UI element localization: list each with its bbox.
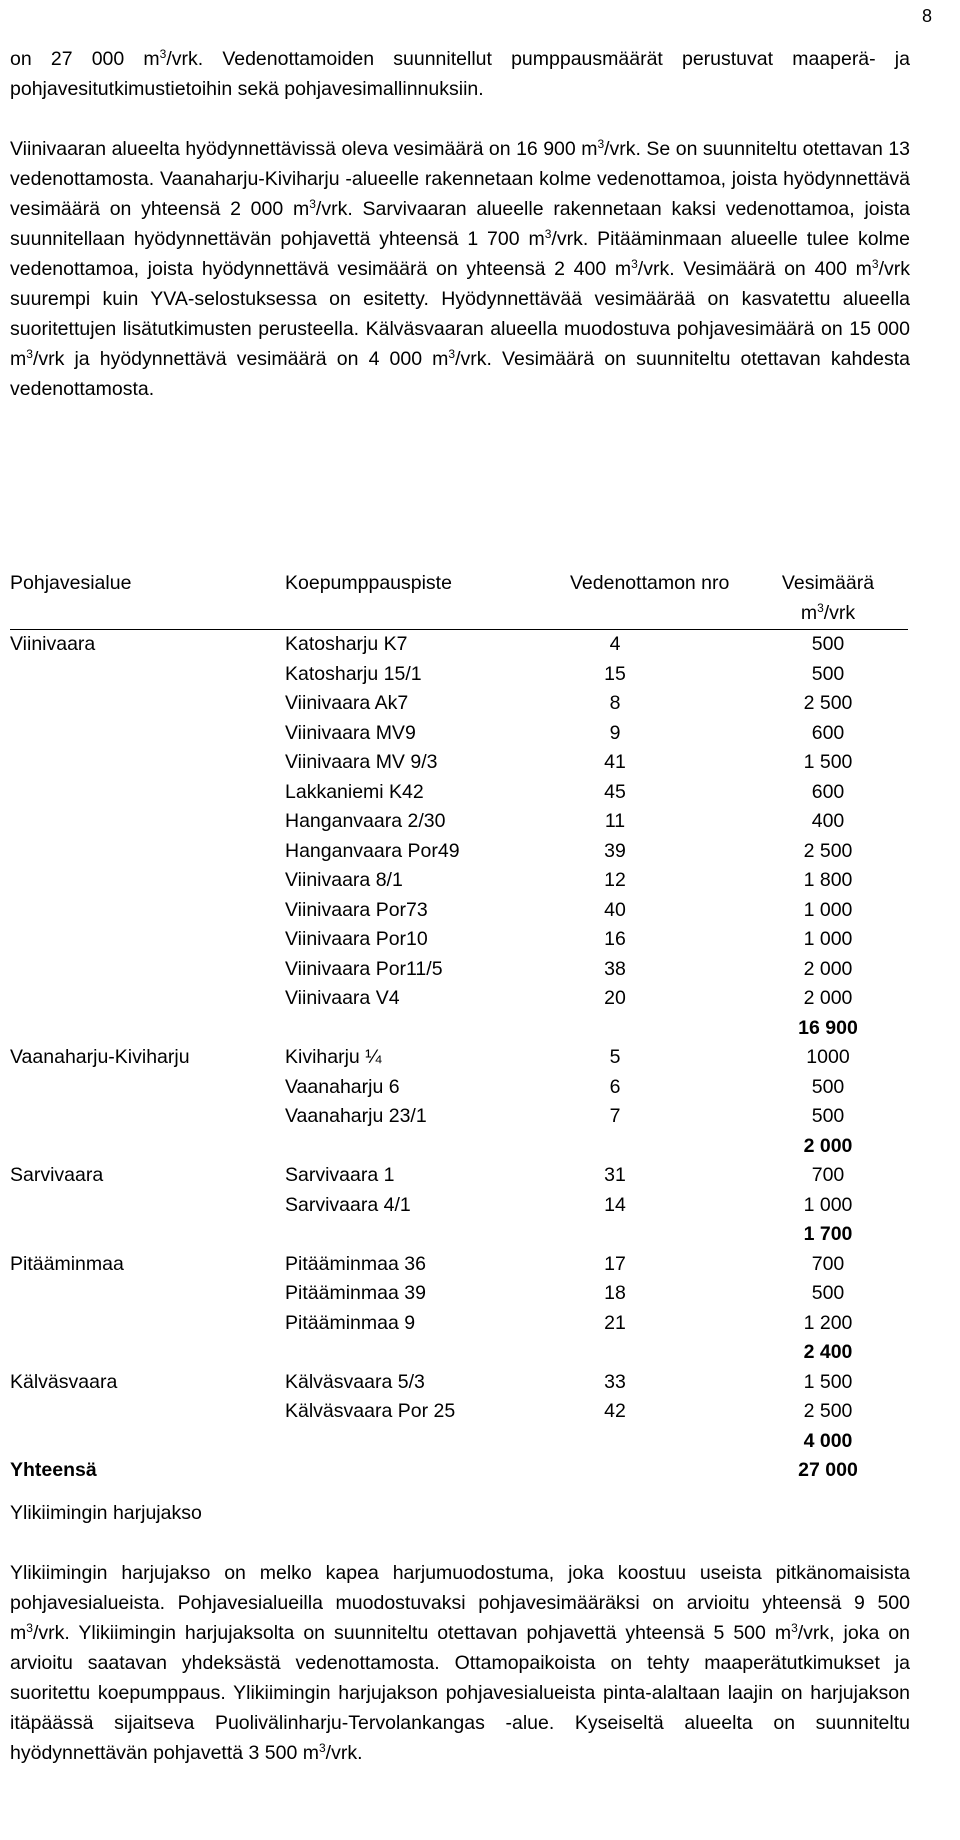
table-subtotal-row xyxy=(10,1220,908,1250)
header-nro: Vedenottamon nro xyxy=(570,572,730,594)
table-row xyxy=(10,689,908,719)
table-row xyxy=(10,1043,908,1073)
intro-paragraph-1: on 27 000 $m^3$/vrk. Vedenottamoiden suunnitellut pumppausmäärät perustuvat maaperä- ja pohjavesitutkimustietoihin sekä pohjavesimallinnuksiin. xyxy=(10,47,910,100)
cell-nro: 38 xyxy=(604,957,626,980)
cell-volume: 500 xyxy=(811,1105,845,1127)
table-row xyxy=(10,630,908,660)
cell-point: Viinivaara 8/1 xyxy=(285,869,403,891)
table-row xyxy=(10,1073,908,1103)
table-row xyxy=(10,1102,908,1132)
ylikiiminki-text xyxy=(10,1558,910,1768)
cell-nro: 15 xyxy=(604,662,626,685)
cell-volume: 1 500 xyxy=(803,1370,853,1393)
table-subtotal-row xyxy=(10,1014,908,1044)
table-row xyxy=(10,837,908,867)
cell-point: Kiviharju ¼ xyxy=(285,1046,382,1068)
cell-point: Lakkaniemi K42 xyxy=(285,780,424,803)
cell-point: Hanganvaara 2/30 xyxy=(285,810,446,832)
cell-volume: 500 xyxy=(811,1282,845,1304)
cell-nro: 39 xyxy=(604,839,626,862)
table-subtotal-row xyxy=(10,1338,908,1368)
cell-volume: 2 400 xyxy=(803,1341,853,1363)
cell-point: Pitääminmaa 9 xyxy=(285,1311,416,1334)
intro-paragraph-2: Viinivaaran alueelta hyödynnettävissä oleva vesimäärä on 16 900 $m^3$/vrk. Se on suunniteltu otettavan 13 vedenottamosta. Vaanaharju-Kiviharju -alueelle rakennetaan kolme vedenottamoa, joista hyödynnettävä vesimäärä on yhteensä 2 000 $m^3$/vrk. Sarvivaaran alueelle rakennetaan kaksi vedenottamoa, joista suunnitellaan hyödynnettävän pohjavettä yhteensä 1 700 $m^3$/vrk. Pitääminmaan alueelle tulee kolme vedenottamoa, joista hyödynnettävä vesimäärä on yhteensä 2 400 $m^3$/vrk. Vesimäärä on 400 $m^3$/vrk suurempi kuin YVA-selostuksessa on esitetty. Hyödynnettävää vesimäärää on kasvatettu alueella suoritettujen lisätutkimusten perusteella. Kälväsvaaran alueella muodostuva pohjavesimäärä on 15 000 $m^3$/vrk ja hyödynnettävä vesimäärä on 4 000 $m^3$/vrk. Vesimäärä on suunniteltu otettavan kahdesta vedenottamosta. xyxy=(10,137,911,400)
cell-volume: 500 xyxy=(811,633,845,655)
cell-nro: 42 xyxy=(604,1400,626,1422)
table-row xyxy=(10,896,908,926)
table-row xyxy=(10,984,908,1014)
cell-nro: 16 xyxy=(604,928,626,950)
water-volume-table xyxy=(10,568,908,1486)
cell-point: Viinivaara MV 9/3 xyxy=(285,751,438,773)
cell-point: Viinivaara MV9 xyxy=(285,721,416,744)
cell-nro: 14 xyxy=(604,1193,626,1216)
cell-nro: 11 xyxy=(604,810,626,832)
table-row xyxy=(10,719,908,749)
cell-point: Katosharju 15/1 xyxy=(285,662,422,685)
cell-volume: 1000 xyxy=(806,1046,850,1068)
header-area: Pohjavesialue xyxy=(10,572,132,594)
cell-volume: 1 700 xyxy=(803,1223,853,1245)
table-subtotal-row xyxy=(10,1132,908,1162)
table-row xyxy=(10,778,908,808)
section-heading: Ylikiimingin harjujakso xyxy=(10,1502,202,1524)
cell-volume: 2 500 xyxy=(803,1400,853,1422)
cell-point: Viinivaara Por73 xyxy=(285,898,428,921)
cell-area: Viinivaara xyxy=(10,633,96,655)
intro-text xyxy=(10,44,910,404)
cell-point: Sarvivaara 1 xyxy=(285,1164,395,1186)
table-row xyxy=(10,807,908,837)
cell-nro: 18 xyxy=(604,1282,626,1304)
cell-point: Sarvivaara 4/1 xyxy=(285,1193,411,1216)
cell-area: Kälväsvaara xyxy=(10,1370,118,1393)
table-row xyxy=(10,1191,908,1221)
cell-nro: 4 xyxy=(609,633,621,655)
cell-volume: 500 xyxy=(811,1075,845,1098)
cell-area: Yhteensä xyxy=(10,1459,97,1481)
cell-point: Viinivaara Por11/5 xyxy=(285,957,443,980)
cell-volume: 2 000 xyxy=(803,987,853,1009)
table-row xyxy=(10,955,908,985)
cell-point: Viinivaara Por10 xyxy=(285,928,428,950)
cell-volume: 1 800 xyxy=(803,869,853,891)
cell-nro: 45 xyxy=(604,780,626,803)
cell-volume: 16 900 xyxy=(798,1016,858,1039)
table-header xyxy=(10,568,908,630)
cell-point: Pitääminmaa 36 xyxy=(285,1252,426,1275)
cell-area: Sarvivaara xyxy=(10,1164,104,1186)
cell-nro: 21 xyxy=(604,1311,626,1334)
cell-volume: 1 200 xyxy=(803,1311,853,1334)
cell-point: Pitääminmaa 39 xyxy=(285,1282,426,1304)
table-row xyxy=(10,748,908,778)
cell-nro: 33 xyxy=(604,1370,626,1393)
page-number: 8 xyxy=(921,6,932,26)
cell-nro: 12 xyxy=(604,869,626,891)
cell-area: Vaanaharju-Kiviharju xyxy=(10,1046,190,1068)
cell-nro: 17 xyxy=(604,1252,626,1275)
cell-volume: 27 000 xyxy=(798,1459,858,1481)
cell-nro: 9 xyxy=(609,721,621,744)
table-subtotal-row xyxy=(10,1456,908,1486)
cell-nro: 20 xyxy=(604,987,626,1009)
table-row xyxy=(10,925,908,955)
cell-nro: 8 xyxy=(609,692,621,714)
cell-volume: 700 xyxy=(811,1252,845,1275)
cell-volume: 1 500 xyxy=(803,751,853,773)
table-body xyxy=(10,630,908,1486)
cell-point: Viinivaara V4 xyxy=(285,987,400,1009)
table-row xyxy=(10,1279,908,1309)
cell-volume: 2 500 xyxy=(803,692,853,714)
table-row xyxy=(10,1397,908,1427)
cell-point: Vaanaharju 23/1 xyxy=(285,1105,427,1127)
cell-volume: 4 000 xyxy=(803,1429,853,1452)
cell-volume: 1 000 xyxy=(803,928,853,950)
cell-point: Kälväsvaara Por 25 xyxy=(285,1400,456,1422)
cell-nro: 31 xyxy=(604,1164,626,1186)
cell-volume: 400 xyxy=(811,810,845,832)
cell-volume: 1 000 xyxy=(803,898,853,921)
cell-volume: 2 000 xyxy=(803,957,853,980)
table-row xyxy=(10,660,908,690)
header-volume: Vesimäärä $m^3$/vrk xyxy=(781,572,875,624)
cell-point: Katosharju K7 xyxy=(285,633,408,655)
cell-volume: 2 000 xyxy=(803,1134,853,1157)
cell-nro: 5 xyxy=(609,1046,621,1068)
table-row xyxy=(10,1250,908,1280)
cell-nro: 6 xyxy=(609,1075,621,1098)
cell-volume: 500 xyxy=(811,662,845,685)
cell-volume: 2 500 xyxy=(803,839,853,862)
cell-volume: 600 xyxy=(811,780,845,803)
ylikiiminki-paragraph: Ylikiimingin harjujakso on melko kapea harjumuodostuma, joka koostuu useista pitkänomaisista pohjavesialueista. Pohjavesialueilla muodostuvaksi pohjavesimääräksi on arvioitu yhteensä 9 500 $m^3$/vrk. Ylikiimingin harjujaksolta on suunniteltu otettavan pohjavettä yhteensä 5 500 $m^3$/vrk, joka on arvioitu saatavan yhdeksästä vedenottamosta. Ottamopaikoista on tehty maaperätutkimukset ja suoritettu koepumppaus. Ylikiimingin harjujakson pohjavesialueista pinta-alaltaan laajin on harjujakson itäpäässä sijaitseva Puolivälinharju-Tervolankangas -alue. Kyseiseltä alueelta on suunniteltu hyödynnettävän pohjavettä 3 500 $m^3$/vrk. xyxy=(10,1562,910,1764)
table-row xyxy=(10,1368,908,1398)
table-row xyxy=(10,866,908,896)
cell-nro: 7 xyxy=(609,1105,621,1127)
cell-volume: 700 xyxy=(811,1164,845,1186)
cell-volume: 1 000 xyxy=(803,1193,853,1216)
header-point: Koepumppauspiste xyxy=(285,572,452,594)
cell-point: Viinivaara Ak7 xyxy=(285,692,409,714)
cell-nro: 41 xyxy=(604,751,626,773)
table-subtotal-row xyxy=(10,1427,908,1457)
cell-point: Hanganvaara Por49 xyxy=(285,839,460,862)
table-row xyxy=(10,1161,908,1191)
cell-point: Vaanaharju 6 xyxy=(285,1075,400,1098)
cell-nro: 40 xyxy=(604,898,626,921)
cell-point: Kälväsvaara 5/3 xyxy=(285,1370,425,1393)
cell-volume: 600 xyxy=(811,721,845,744)
table-row xyxy=(10,1309,908,1339)
cell-area: Pitääminmaa xyxy=(10,1252,124,1275)
